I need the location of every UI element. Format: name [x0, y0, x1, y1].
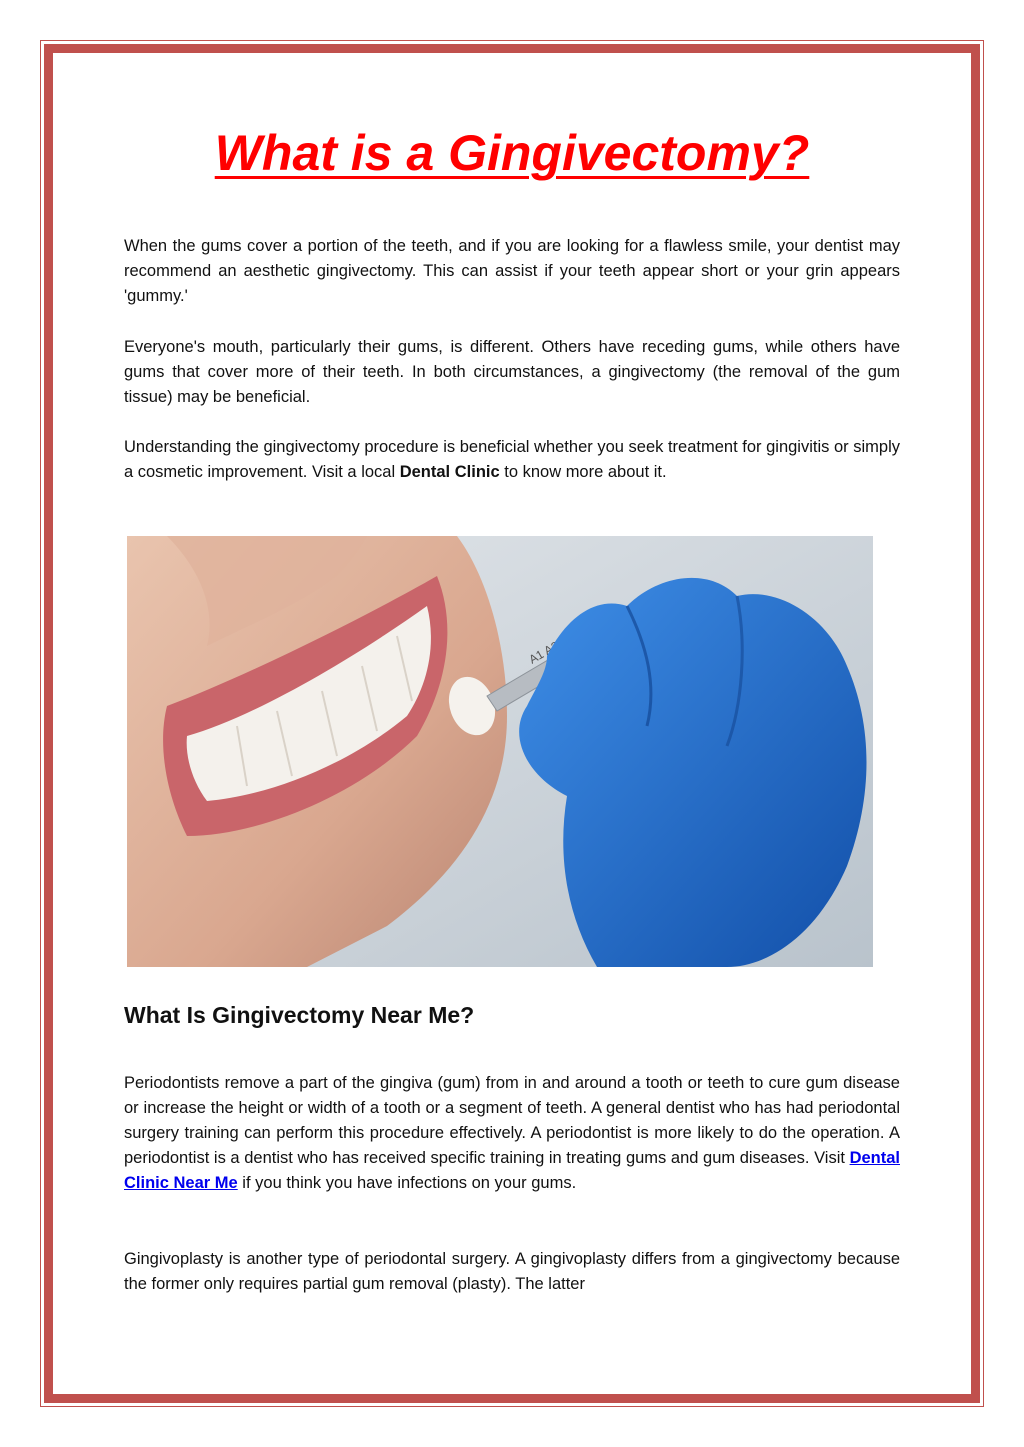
section-paragraph-1 — [124, 1071, 900, 1196]
section-p1-text: Periodontists remove a part of the gingiva (gum) from in and around a tooth or teeth to cure gum disease or increase the height or width of a tooth or a segment of teeth. A general dentist who has had periodontal surgery training can perform this procedure effectively. A periodontist is more likely to do the operation. A periodontist is a dentist who has received specific training in treating gums and gum diseases. Visit — [124, 1074, 900, 1167]
intro-paragraph-1: When the gums cover a portion of the teeth, and if you are looking for a flawless smile, your dentist may recommend an aesthetic gingivectomy. This can assist if your teeth appear short or your grin appears 'gummy.' — [124, 237, 900, 305]
intro-p3-text: Understanding the gingivectomy procedure is beneficial whether you seek treatment for gingivitis or simply a cosmetic improvement. Visit a local — [124, 438, 900, 481]
dental-photo — [127, 536, 873, 967]
intro-paragraph-2: Everyone's mouth, particularly their gums, is different. Others have receding gums, while others have gums that cover more of their teeth. In both circumstances, a gingivectomy (the removal of the gum tissue) may be beneficial. — [124, 338, 900, 406]
dental-photo-illustration — [127, 536, 873, 967]
section-heading: What Is Gingivectomy Near Me? — [124, 1002, 475, 1028]
intro-paragraph-3 — [124, 435, 900, 485]
section-paragraph-2: Gingivoplasty is another type of periodontal surgery. A gingivoplasty differs from a gingivectomy because the former only requires partial gum removal (plasty). The latter — [124, 1250, 900, 1293]
page-title: What is a Gingivectomy? — [214, 125, 810, 181]
dental-clinic-near-me-link[interactable]: Dental Clinic Near Me — [124, 1149, 900, 1192]
dental-clinic-bold: Dental Clinic — [399, 463, 500, 481]
section-p1-text-end: if you think you have infections on your gums. — [237, 1174, 577, 1192]
intro-p3-text-end: to know more about it. — [499, 463, 667, 481]
